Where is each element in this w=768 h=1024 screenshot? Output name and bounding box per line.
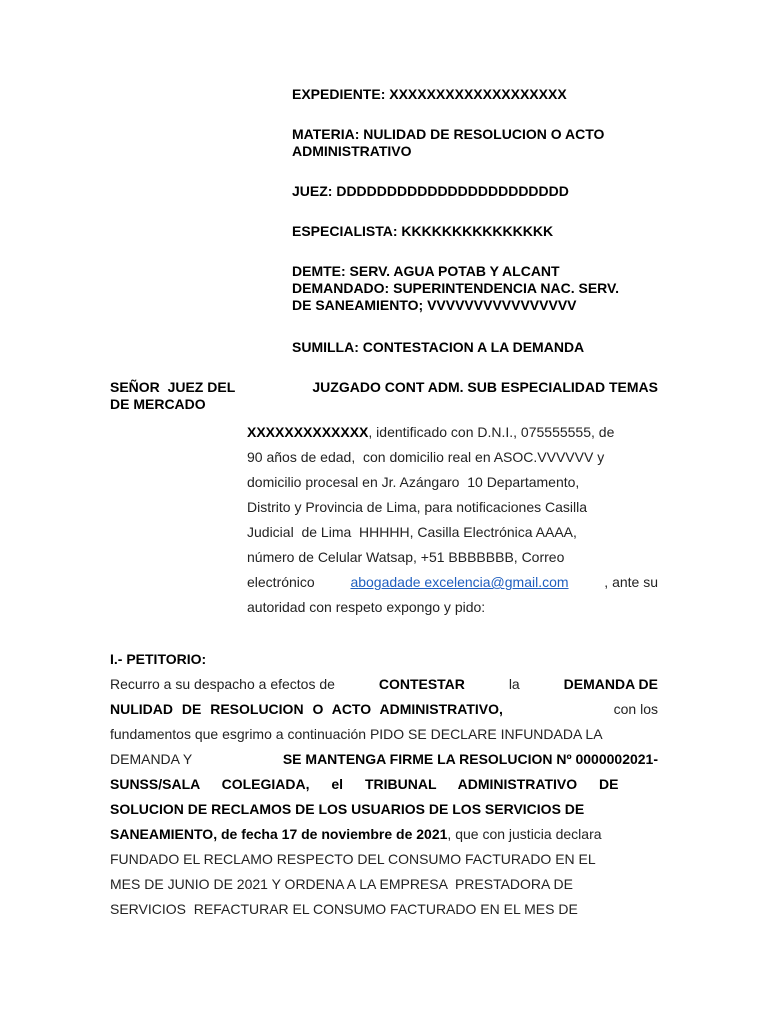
expediente-line: EXPEDIENTE: XXXXXXXXXXXXXXXXXXX — [292, 86, 567, 102]
bold-span: NULIDAD DE RESOLUCION O ACTO ADMINISTRATIVO, — [110, 701, 503, 717]
parties-block — [292, 263, 619, 314]
section-title-petitorio: I.- PETITORIO: — [110, 651, 207, 667]
bold-span: SUNSS/SALA COLEGIADA, el TRIBUNAL ADMINISTRATIVO DE — [110, 776, 619, 792]
intro-line-7-pre: electrónico — [247, 574, 315, 590]
addressee-line-1 — [110, 379, 658, 396]
intro-line — [247, 420, 658, 445]
intro-line-1-text: , identificado con D.N.I., 075555555, de — [368, 424, 615, 440]
demte-line: DEMTE: SERV. AGUA POTAB Y ALCANT — [292, 263, 560, 279]
addressee-line-1-left: SEÑOR JUEZ DEL — [110, 379, 236, 395]
intro-line: domicilio procesal en Jr. Azángaro 10 Departamento, — [247, 474, 580, 490]
text-span: , que con justicia declara — [447, 826, 602, 842]
especialista-line: ESPECIALISTA: KKKKKKKKKKKKKKK — [292, 223, 554, 239]
intro-line-7-post: , ante su — [604, 574, 658, 590]
addressee-line-2: DE MERCADO — [110, 396, 206, 412]
email-link[interactable]: abogadade excelencia@gmail.com — [350, 574, 569, 590]
plaintiff-name: XXXXXXXXXXXXX — [247, 424, 369, 440]
intro-line: Distrito y Provincia de Lima, para notificaciones Casilla — [247, 499, 588, 515]
demandado-line-1: DEMANDADO: SUPERINTENDENCIA NAC. SERV. — [292, 280, 619, 296]
addressee — [110, 379, 658, 413]
text-span: la — [508, 676, 520, 692]
bold-span: SANEAMIENTO, de fecha 17 de noviembre de 2021 — [110, 826, 448, 842]
intro-line: autoridad con respeto expongo y pido: — [247, 599, 486, 615]
petitorio-line: MES DE JUNIO DE 2021 Y ORDENA A LA EMPRESA PRESTADORA DE — [110, 876, 573, 892]
demandado-line-2: DE SANEAMIENTO; VVVVVVVVVVVVVVVV — [292, 297, 577, 313]
intro-paragraph — [247, 420, 658, 620]
petitorio-line — [110, 797, 658, 822]
bold-span: SE MANTENGA FIRME LA RESOLUCION Nº 0000002021- — [282, 751, 658, 767]
bold-span: DEMANDA DE — [563, 676, 658, 692]
petitorio-paragraph — [110, 672, 658, 922]
petitorio-line — [110, 747, 658, 772]
sumilla-line: SUMILLA: CONTESTACION A LA DEMANDA — [292, 339, 585, 355]
juez-line: JUEZ: DDDDDDDDDDDDDDDDDDDDDDD — [292, 183, 569, 199]
materia-line-2: ADMINISTRATIVO — [292, 143, 412, 159]
addressee-line-1-right: JUZGADO CONT ADM. SUB ESPECIALIDAD TEMAS — [312, 379, 658, 395]
materia-line-1: MATERIA: NULIDAD DE RESOLUCION O ACTO — [292, 126, 605, 142]
petitorio-line — [110, 697, 658, 722]
petitorio-line: SERVICIOS REFACTURAR EL CONSUMO FACTURADO EN EL MES DE — [110, 901, 578, 917]
intro-line — [247, 570, 658, 595]
bold-span: CONTESTAR — [378, 676, 465, 692]
text-span: Recurro a su despacho a efectos de — [110, 676, 335, 692]
petitorio-line: FUNDADO EL RECLAMO RESPECTO DEL CONSUMO FACTURADO EN EL — [110, 851, 596, 867]
materia-line — [292, 126, 604, 160]
petitorio-line — [110, 672, 658, 697]
intro-line: número de Celular Watsap, +51 BBBBBBB, Correo — [247, 549, 565, 565]
intro-line: 90 años de edad, con domicilio real en ASOC.VVVVVV y — [247, 449, 605, 465]
bold-span: SOLUCION DE RECLAMOS DE LOS USUARIOS DE LOS SERVICIOS DE — [110, 801, 585, 817]
petitorio-line — [110, 772, 658, 797]
intro-line: Judicial de Lima HHHHH, Casilla Electrónica AAAA, — [247, 524, 577, 540]
text-span: DEMANDA Y — [110, 751, 193, 767]
petitorio-line: fundamentos que esgrimo a continuación PIDO SE DECLARE INFUNDADA LA — [110, 726, 603, 742]
text-span: con los — [613, 701, 658, 717]
petitorio-line — [110, 822, 658, 847]
